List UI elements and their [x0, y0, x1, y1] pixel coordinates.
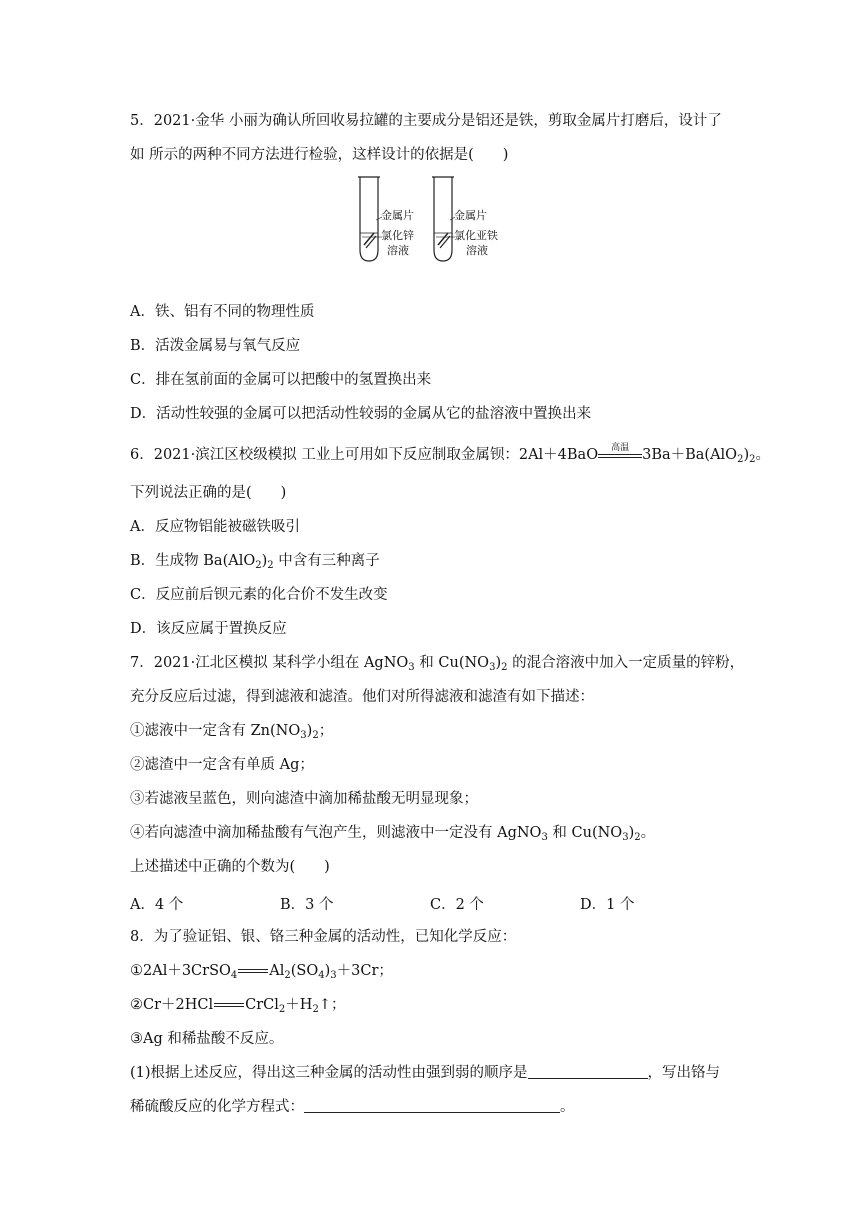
- q5-stem-line2: 如 所示的两种不同方法进行检验，这样设计的依据是( ): [130, 147, 509, 163]
- q5-stem-line1: 5．2021·金华 小丽为确认所回收易拉罐的主要成分是铝还是铁，剪取金属片打磨后，设计了: [130, 113, 722, 129]
- q8-reaction-2: ②Cr＋2HCl $CrCl_2+H_2↑$；: [130, 997, 346, 1015]
- q6-option-a: A．反应物铝能被磁铁吸引: [130, 519, 300, 535]
- q8-reaction-3: ③Ag 和稀盐酸不反应。: [130, 1031, 284, 1047]
- q8-stem-line1: 8．为了验证铝、银、铬三种金属的活动性，已知化学反应：: [130, 929, 517, 945]
- answer-blank-equation[interactable]: [304, 1098, 560, 1113]
- test-tube-1: [358, 177, 382, 261]
- q7-stem-line1: 7．2021·江北区模拟 某科学小组在 AgNO$_3$ 和 $Cu(NO_3)_2$ 的混合溶液中加入一定质量的锌粉，: [130, 655, 745, 673]
- q6-option-d: D．该反应属于置换反应: [130, 621, 287, 637]
- q7-item-3: ③若滤液呈蓝色，则向滤渣中滴加稀盐酸无明显现象；: [130, 791, 478, 807]
- q7-option-b: B．3 个: [280, 897, 334, 913]
- q5-option-a: A．铁、铝有不同的物理性质: [130, 304, 315, 320]
- test-tubes-figure: [352, 175, 512, 270]
- q7-option-d: D．1 个: [580, 897, 635, 913]
- tube1-label-liquid: 溶液: [387, 244, 409, 257]
- q6-stem-line2: 下列说法正确的是( ): [130, 485, 287, 501]
- test-tube-2: [432, 177, 455, 261]
- q5-option-b: B．活泼金属易与氧气反应: [130, 338, 301, 354]
- q5-option-d: D．活动性较强的金属可以把活动性较弱的金属从它的盐溶液中置换出来: [130, 406, 592, 422]
- tube2-label-liquid: 溶液: [466, 244, 488, 257]
- tube2-label-metal: 金属片: [454, 209, 487, 222]
- q7-item-2: ②滤渣中一定含有单质 Ag；: [130, 757, 314, 773]
- q6-option-c: C．反应前后钡元素的化合价不发生改变: [130, 587, 388, 603]
- q7-item-4: ④若向滤渣中滴加稀盐酸有气泡产生，则滤液中一定没有 AgNO$_3$ 和 $Cu(NO_3)_2$。: [130, 825, 656, 843]
- tube1-label-solution: 氯化锌: [381, 229, 414, 242]
- tube2-label-solution: 氯化亚铁: [454, 229, 498, 242]
- q8-part1-line2: 稀硫酸反应的化学方程式： 。: [130, 1099, 575, 1115]
- q7-option-c: C．2 个: [430, 897, 484, 913]
- q7-stem-line2: 充分反应后过滤，得到滤液和滤渣。他们对所得滤液和滤渣有如下描述：: [130, 689, 594, 705]
- q7-option-a: A．4 个: [130, 897, 184, 913]
- q7-question: 上述描述中正确的个数为( ): [130, 859, 330, 875]
- tube1-label-metal: 金属片: [381, 209, 414, 222]
- reaction-arrow: 高温: [598, 452, 642, 458]
- q7-item-1: ①滤液中一定含有 $Zn(NO_3)_2$；: [130, 723, 334, 741]
- q8-reaction-1: ①2Al＋3CrSO$_4$ $Al_2(SO_4)_3+3Cr$；: [130, 963, 393, 981]
- q6-stem-line1: 6．2021·滨江区校级模拟 工业上可用如下反应制取金属钡：2Al＋4BaO 高温 $3Ba+Ba(AlO_2)_2$。: [130, 443, 770, 465]
- q6-option-b: B．生成物 $Ba(AlO_2)_2$ 中含有三种离子: [130, 553, 380, 571]
- q8-part1-line1: (1)根据上述反应，得出这三种金属的活动性由强到弱的顺序是 ，写出铬与: [130, 1065, 721, 1081]
- q5-option-c: C．排在氢前面的金属可以把酸中的氢置换出来: [130, 372, 432, 388]
- answer-blank-order[interactable]: [528, 1064, 648, 1079]
